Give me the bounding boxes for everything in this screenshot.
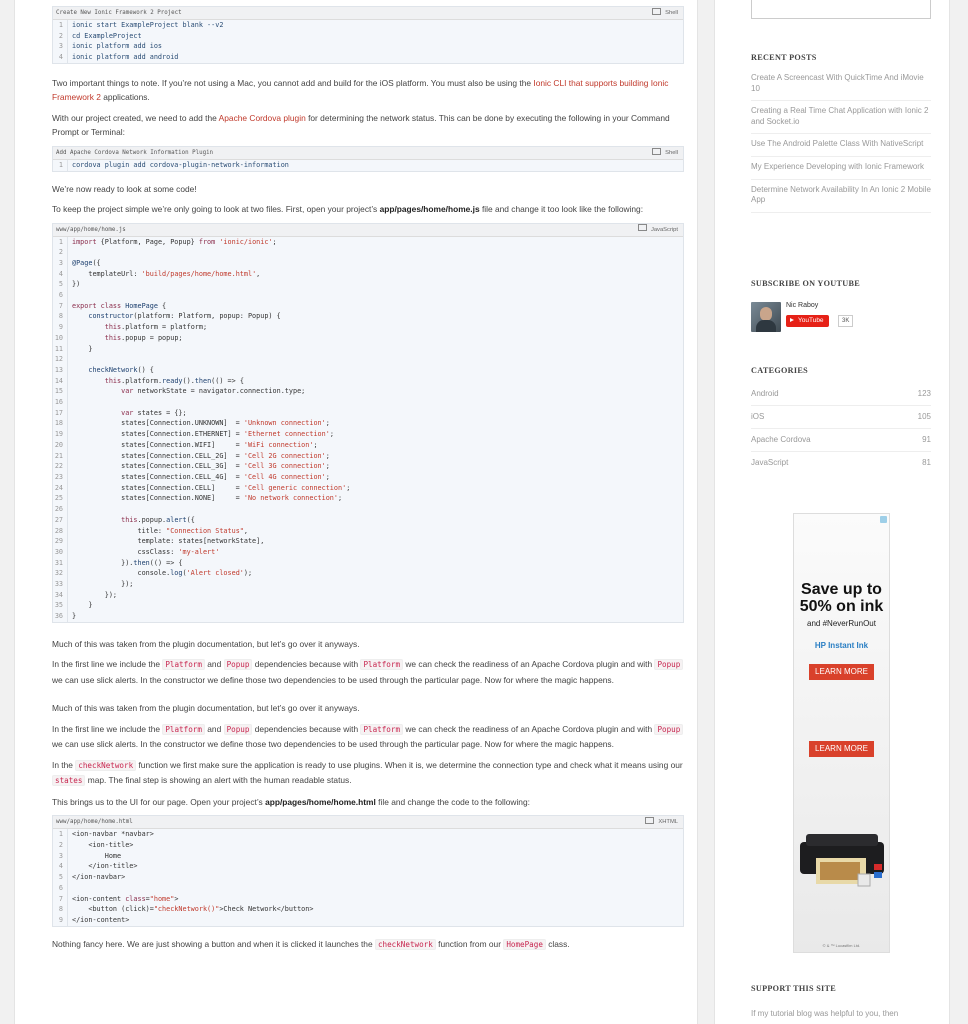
categories-title: CATEGORIES (751, 366, 808, 375)
paragraph-repeat (52, 722, 684, 752)
text: file and change it too look like the following: (479, 204, 644, 215)
paragraph (52, 657, 684, 687)
category-name[interactable]: iOS (751, 412, 765, 421)
category-item[interactable] (751, 429, 931, 452)
code-title: Create New Ionic Framework 2 Project (56, 10, 182, 16)
code-line: cd ExampleProject (72, 31, 142, 40)
inline-code: Platform (360, 659, 403, 670)
recent-posts-widget (751, 53, 931, 213)
ad-brand: HP Instant Ink (814, 641, 869, 650)
view-source-icon[interactable] (652, 148, 661, 155)
code-lang-label[interactable] (645, 816, 678, 829)
text: and (204, 723, 224, 734)
support-text: If my tutorial blog was helpful to you, then (751, 1009, 899, 1018)
ad-headline-line: Save up to (801, 581, 882, 598)
code-lines: <ion-navbar *navbar> <ion-title> Home </ion-title> </ion-navbar> <ion-content class="home"> <button (click)="checkNetwork()">Check Network</button> </ion-content> (72, 830, 314, 924)
paragraph (52, 202, 684, 217)
code-lang-text: XHTML (658, 819, 678, 826)
code-line: cordova plugin add cordova-plugin-network-information (72, 160, 289, 169)
text: class. (545, 938, 570, 949)
text: With our project created, we need to add the (52, 112, 219, 123)
category-count: 123 (917, 389, 931, 398)
support-widget (751, 984, 931, 1018)
category-count: 91 (922, 435, 931, 444)
inline-code: Platform (162, 659, 205, 670)
recent-post-link[interactable]: My Experience Developing with Ionic Framework (751, 157, 931, 180)
code-lines (68, 20, 223, 63)
code-lines: import {Platform, Page, Popup} from 'ionic/ionic'; @Page({ templateUrl: 'build/pages/home/home.html', }) export class HomePage { constructor(platform: Platform, popup: Popup) { this.platform = platform; this.popup = popup; } checkNetwork() { this.platform.ready().then(() => { var networkState = navigator.connection.type; var states = {}; states[Connection.UNKNOWN] = 'Unknown connection'; states[Connection.ETHERNET] = 'Ethernet connection'; states[Connection.WIFI] = 'WiFi connection'; states[Connection.CELL_2G] = 'Cell 2G connection'; states[Connection.CELL_3G] = 'Cell 3G connection'; states[Connection.CELL_4G] = 'Cell 4G connection'; states[Connection.CELL] = 'Cell generic connection'; states[Connection.NONE] = 'No network connection'; this.popup.alert({ title: "Connection Status", template: states[networkState], cssClass: 'my-alert' }).then(() => { console.log('Alert closed'); }); }); } } (72, 237, 351, 621)
text: Nothing fancy here. We are just showing a button and when it is clicked it launches the (52, 938, 375, 949)
category-name[interactable]: Android (751, 389, 779, 398)
ad-learn-more-button[interactable]: LEARN MORE (809, 741, 874, 757)
text: function we first make sure the application is ready to use plugins. When it is, we determine the connection type and check what it means using our (136, 759, 683, 770)
category-name[interactable]: JavaScript (751, 458, 789, 467)
category-item[interactable] (751, 452, 931, 474)
category-name[interactable]: Apache Cordova (751, 435, 811, 444)
line-numbers: 1 2 3 4 5 6 7 8 9 10 11 12 13 14 15 16 17 18 19 20 21 22 23 24 25 26 27 28 29 30 31 32 33 34 35 36 (53, 237, 68, 622)
code-body (53, 237, 683, 622)
code-lang-text: Shell (665, 149, 678, 156)
paragraph (52, 758, 684, 789)
code-line: ionic platform add android (72, 53, 179, 62)
code-line: ionic platform add ios (72, 42, 163, 51)
inline-code: states (52, 775, 85, 786)
code-header (53, 224, 683, 237)
paragraph (52, 937, 684, 953)
ad-fine-print: © & ™ Lucasfilm Ltd. (822, 943, 861, 948)
text: To keep the project simple we’re only going to look at two files. First, open your project’s (52, 204, 380, 215)
code-header (53, 7, 683, 20)
category-count: 105 (917, 412, 931, 421)
ad-headline (794, 581, 889, 615)
file-path: app/pages/home/home.html (265, 796, 376, 807)
inline-code: Platform (360, 724, 403, 735)
code-header (53, 147, 683, 160)
recent-posts-title: RECENT POSTS (751, 53, 817, 62)
text: we can use slick alerts. In the constructor we define those two dependencies to be used through the particular page. Now for where the magic happens. (52, 739, 614, 750)
recent-post-link[interactable]: Create A Screencast With QuickTime And iMovie 10 (751, 68, 931, 101)
ionic-cli-link[interactable]: Ionic CLI that supports building Ionic Framework 2 (52, 77, 669, 103)
code-block-add-plugin (52, 146, 684, 172)
code-block-create-project (52, 6, 684, 64)
code-title: Add Apache Cordova Network Information Plugin (56, 149, 214, 156)
youtube-label: YouTube (798, 317, 824, 324)
text: function from our (435, 938, 504, 949)
ad-headline-line: 50% on ink (799, 598, 884, 615)
code-lines (68, 160, 289, 171)
code-lang-label[interactable] (652, 7, 678, 20)
code-block-home-html (52, 815, 684, 926)
recent-post-link[interactable]: Use The Android Palette Class With NativeScript (751, 134, 931, 157)
paragraph (52, 76, 684, 105)
text: In the (52, 759, 76, 770)
text: Two important things to note. If you’re not using a Mac, you cannot add and build for the iOS platform. You must also be using the (52, 77, 534, 88)
code-line: ionic start ExampleProject blank --v2 (72, 21, 224, 29)
youtube-widget (751, 279, 931, 334)
code-lang-text: Shell (665, 10, 678, 16)
youtube-title: SUBSCRIBE ON YOUTUBE (751, 279, 860, 288)
printer-image (798, 824, 886, 894)
channel-name: Nic Raboy (786, 302, 819, 309)
play-icon (790, 318, 794, 322)
ad-learn-more-button[interactable]: LEARN MORE (809, 664, 874, 680)
text: we can use slick alerts. In the constructor we define those two dependencies to be used through the particular page. Now for where the magic happens. (52, 674, 614, 685)
line-numbers: 1 2 3 4 5 6 7 8 9 (53, 829, 68, 925)
code-title: www/app/home/home.js (56, 226, 126, 233)
inline-code: checkNetwork (75, 760, 136, 771)
text: In the first line we include the (52, 659, 163, 670)
inline-code: HomePage (503, 939, 546, 950)
file-path: app/pages/home/home.js (379, 204, 480, 215)
view-source-icon[interactable] (652, 8, 661, 15)
code-body (53, 160, 683, 171)
avatar[interactable] (751, 302, 781, 332)
code-header (53, 816, 683, 829)
text: we can check the readiness of an Apache Cordova plugin and with (403, 659, 655, 670)
text: map. The final step is showing an alert with the human readable status. (85, 775, 352, 786)
paragraph: We’re now ready to look at some code! (52, 183, 197, 194)
recent-post-link[interactable]: Determine Network Availability In An Ionic 2 Mobile App (751, 180, 931, 213)
paragraph (52, 795, 684, 810)
inline-code: checkNetwork (375, 939, 436, 950)
text: file and change the code to the following: (375, 796, 530, 807)
adchoices-icon[interactable] (880, 516, 887, 523)
code-lang-text: JavaScript (650, 226, 678, 233)
code-lang-label[interactable] (652, 147, 678, 160)
view-source-icon[interactable] (638, 224, 647, 231)
text: This brings us to the UI for our page. Open your project’s (52, 796, 266, 807)
text: and (204, 659, 224, 670)
recent-post-link[interactable]: Creating a Real Time Chat Application with Ionic 2 and Socket.io (751, 101, 931, 134)
text: In the first line we include the (52, 723, 163, 734)
view-source-icon[interactable] (645, 817, 654, 824)
paragraph (52, 111, 684, 140)
text: dependencies because with (252, 723, 361, 734)
search-input[interactable] (751, 0, 931, 19)
paragraph-repeat: Much of this was taken from the plugin documentation, but let’s go over it anyways. (52, 703, 360, 714)
text: applications. (100, 92, 150, 103)
code-block-home-js (52, 223, 684, 623)
inline-code: Platform (162, 724, 205, 735)
article-content (52, 0, 684, 958)
inline-code: Popup (224, 659, 253, 670)
subscriber-count: 3K (838, 315, 853, 327)
support-title: SUPPORT THIS SITE (751, 984, 837, 993)
line-numbers: 1 (53, 160, 68, 171)
ad-banner[interactable] (793, 513, 890, 953)
category-item[interactable] (751, 383, 931, 406)
text: dependencies because with (252, 659, 361, 670)
inline-code: Popup (654, 724, 683, 735)
ad-subtext: and #NeverRunOut (807, 619, 876, 628)
code-body (53, 829, 683, 925)
category-count: 81 (922, 458, 931, 467)
paragraph: Much of this was taken from the plugin documentation, but let’s go over it anyways. (52, 638, 360, 649)
categories-widget (751, 366, 931, 474)
code-body (53, 20, 683, 63)
text: we can check the readiness of an Apache Cordova plugin and with (403, 723, 655, 734)
youtube-subscribe-button[interactable] (786, 315, 829, 327)
apache-cordova-plugin-link[interactable]: Apache Cordova plugin (218, 112, 306, 123)
code-lang-label[interactable] (638, 224, 678, 237)
code-title: www/app/home/home.html (56, 819, 133, 826)
inline-code: Popup (654, 659, 683, 670)
text: for determining the network status. This can be done by executing the following in your Command Prompt or Terminal: (52, 112, 670, 138)
inline-code: Popup (224, 724, 253, 735)
line-numbers: 1 2 3 4 (53, 20, 68, 63)
category-item[interactable] (751, 406, 931, 429)
